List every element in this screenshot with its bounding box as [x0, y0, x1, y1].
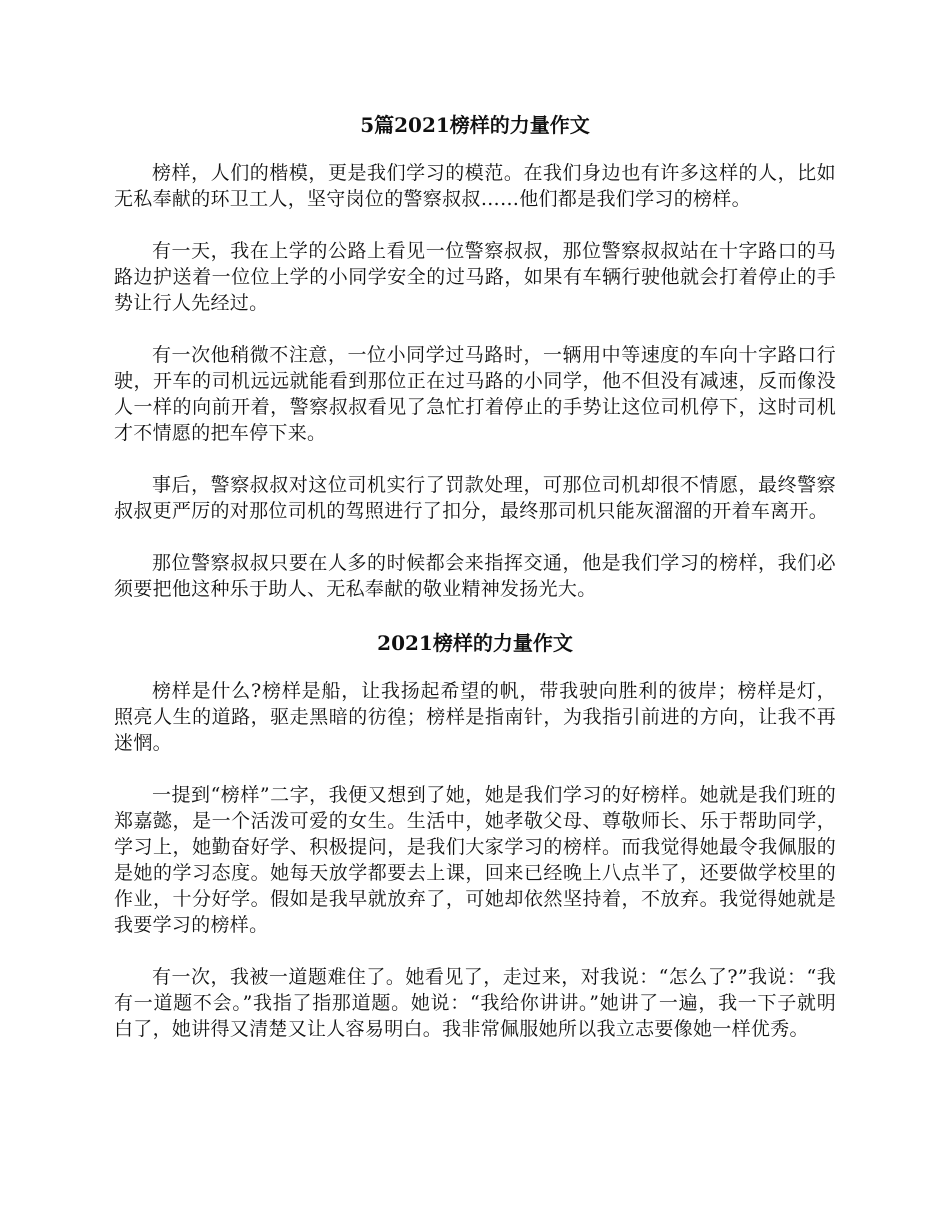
document-body — [114, 110, 836, 1068]
paragraph: 那位警察叔叔只要在人多的时候都会来指挥交通，他是我们学习的榜样，我们必须要把他这种乐于助人、无私奉献的敬业精神发扬光大。 — [114, 552, 836, 600]
paragraph: 有一次，我被一道题难住了。她看见了，走过来，对我说：“怎么了?”我说：“我有一道题不会。”我指了指那道题。她说：“我给你讲讲。”她讲了一遍，我一下子就明白了，她讲得又清楚又让人容易明白。我非常佩服她所以我立志要像她一样优秀。 — [114, 966, 836, 1040]
section-title: 5篇2021榜样的力量作文 — [360, 113, 590, 137]
section-title: 2021榜样的力量作文 — [377, 631, 573, 655]
paragraph: 一提到“榜样”二字，我便又想到了她，她是我们学习的好榜样。她就是我们班的郑嘉懿，是一个活泼可爱的女生。生活中，她孝敬父母、尊敬师长、乐于帮助同学，学习上，她勤奋好学、积极提问，是我们大家学习的榜样。而我觉得她最令我佩服的是她的学习态度。她每天放学都要去上课，回来已经晚上八点半了，还要做学校里的作业，十分好学。假如是我早就放弃了，可她却依然坚持着，不放弃。我觉得她就是我要学习的榜样。 — [114, 784, 836, 936]
paragraph: 榜样，人们的楷模，更是我们学习的模范。在我们身边也有许多这样的人，比如无私奉献的环卫工人，坚守岗位的警察叔叔……他们都是我们学习的榜样。 — [114, 162, 836, 210]
paragraph: 有一天，我在上学的公路上看见一位警察叔叔，那位警察叔叔站在十字路口的马路边护送着一位位上学的小同学安全的过马路，如果有车辆行驶他就会打着停止的手势让行人先经过。 — [114, 240, 836, 314]
paragraph: 有一次他稍微不注意，一位小同学过马路时，一辆用中等速度的车向十字路口行驶，开车的司机远远就能看到那位正在过马路的小同学，他不但没有减速，反而像没人一样的向前开着，警察叔叔看见了急忙打着停止的手势让这位司机停下，这时司机才不情愿的把车停下来。 — [114, 344, 836, 444]
paragraph: 榜样是什么?榜样是船，让我扬起希望的帆，带我驶向胜利的彼岸；榜样是灯，照亮人生的道路，驱走黑暗的彷徨；榜样是指南针，为我指引前进的方向，让我不再迷惘。 — [114, 680, 836, 754]
paragraph: 事后，警察叔叔对这位司机实行了罚款处理，可那位司机却很不情愿，最终警察叔叔更严厉的对那位司机的驾照进行了扣分，最终那司机只能灰溜溜的开着车离开。 — [114, 474, 836, 522]
